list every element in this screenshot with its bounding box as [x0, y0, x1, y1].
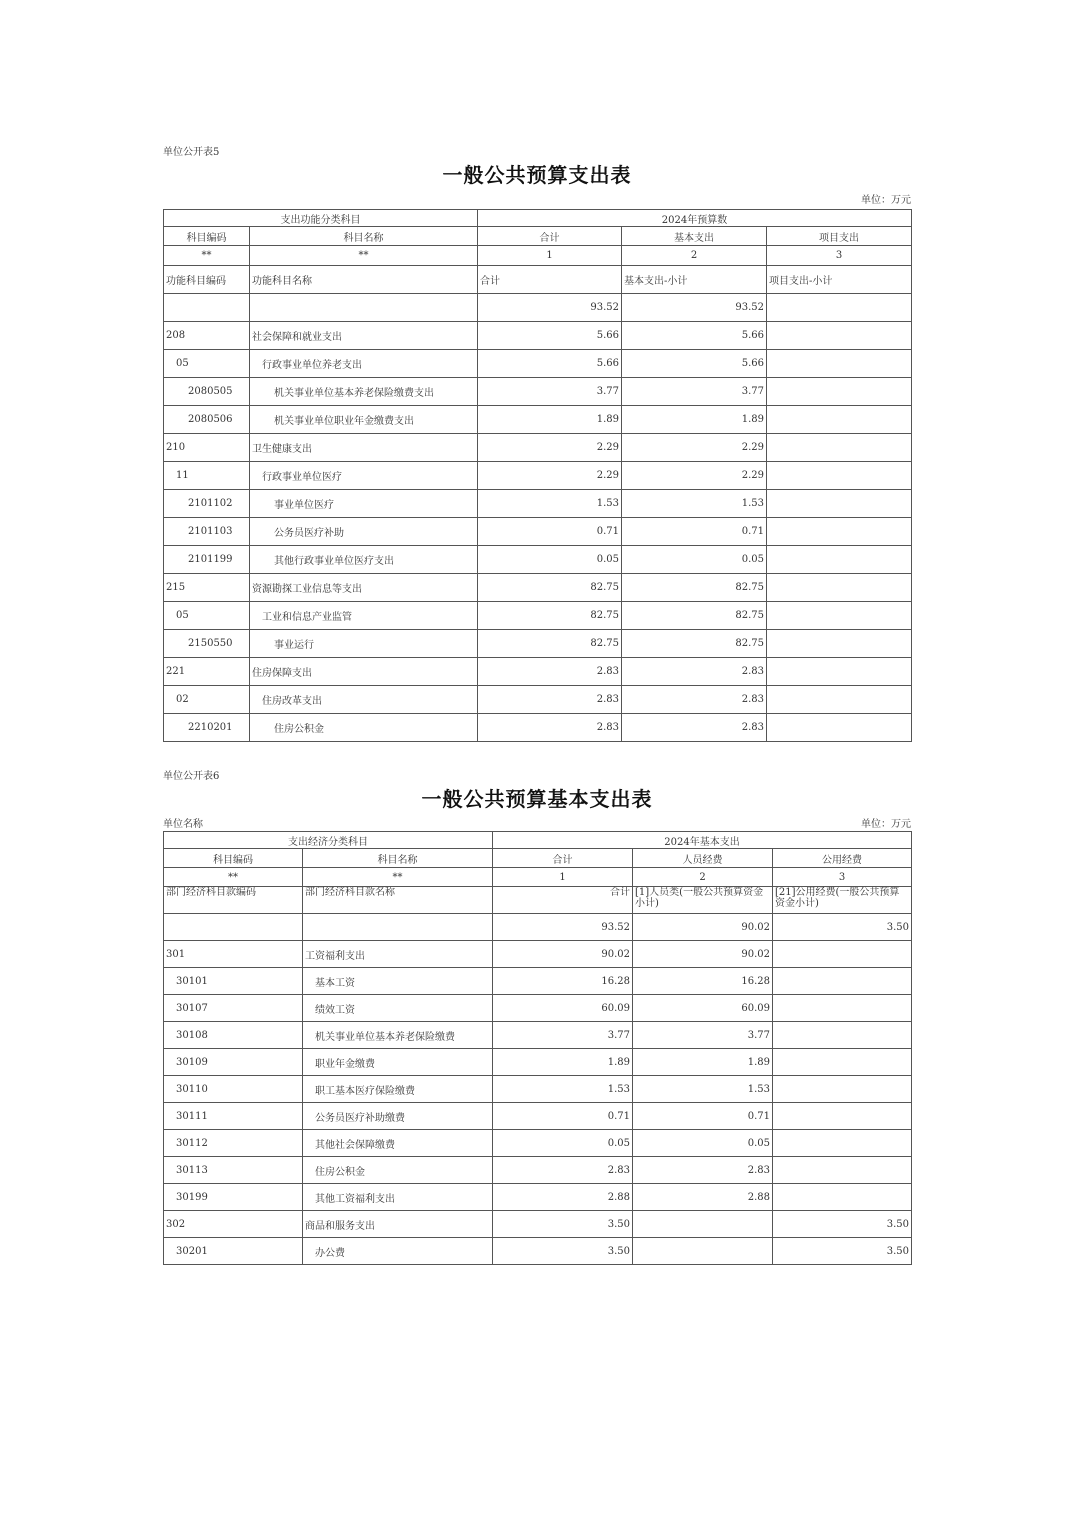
table5-cell-total: 93.52 [478, 294, 622, 322]
table6-cell-total: 16.28 [493, 968, 633, 995]
table5-cell-name: 住房改革支出 [250, 686, 478, 714]
table6-cell-personnel: 1.53 [633, 1076, 773, 1103]
table5-cell-total: 1.89 [478, 406, 622, 434]
table6-unit-row [163, 815, 911, 829]
table6-cell-total: 3.50 [493, 1238, 633, 1265]
table6-cell-name: 商品和服务支出 [303, 1211, 493, 1238]
table5-cell-code: 02 [164, 686, 250, 714]
table5-cell-project [767, 518, 912, 546]
table5-grid [163, 209, 912, 742]
table6-grid [163, 831, 912, 1265]
table5-cell-code: 2101102 [164, 490, 250, 518]
table6-cell-name: 机关事业单位基本养老保险缴费 [303, 1022, 493, 1049]
table6-sub-header: 部门经济科目款编码 [164, 887, 303, 914]
table5-cell-basic: 5.66 [622, 350, 767, 378]
table5-cell-name: 行政事业单位养老支出 [250, 350, 478, 378]
table6-row [164, 995, 912, 1022]
table5-column-header: 项目支出 [767, 227, 912, 246]
table5-cell-total: 82.75 [478, 630, 622, 658]
table6-row [164, 1076, 912, 1103]
table6-cell-personnel: 90.02 [633, 941, 773, 968]
table6-cell-total: 93.52 [493, 914, 633, 941]
table5-sub-header: 合计 [478, 266, 622, 294]
table6-cell-total: 1.89 [493, 1049, 633, 1076]
table5-cell-project [767, 574, 912, 602]
table5-cell-basic: 5.66 [622, 322, 767, 350]
table6-cell-total: 3.50 [493, 1211, 633, 1238]
table5-cell-project [767, 658, 912, 686]
table5-cell-name: 机关事业单位基本养老保险缴费支出 [250, 378, 478, 406]
table5-cell-name: 住房保障支出 [250, 658, 478, 686]
table6-index-cell: 2 [633, 868, 773, 887]
table5-row [164, 350, 912, 378]
table5-row [164, 546, 912, 574]
table6-cell-code: 30108 [164, 1022, 303, 1049]
table6-cell-public: 3.50 [773, 1238, 912, 1265]
table5-row [164, 490, 912, 518]
table6-cell-code: 30107 [164, 995, 303, 1022]
table5-cell-code: 2080505 [164, 378, 250, 406]
table6-column-header: 公用经费 [773, 849, 912, 868]
table5-tag: 单位公开表5 [163, 147, 220, 158]
table6-cell-public [773, 1022, 912, 1049]
table6-row [164, 1211, 912, 1238]
table6-cell-total: 0.05 [493, 1130, 633, 1157]
table6-title: 一般公共预算基本支出表 [421, 787, 653, 811]
table6-sub-header: [21]公用经费(一般公共预算资金小计) [773, 887, 912, 914]
table6-index-row [164, 868, 912, 887]
table6-cell-public [773, 1157, 912, 1184]
table5-cell-basic: 2.83 [622, 658, 767, 686]
table6-cell-total: 2.83 [493, 1157, 633, 1184]
table6-index-cell: 1 [493, 868, 633, 887]
table6-sub-header: 部门经济科目款名称 [303, 887, 493, 914]
table6-row [164, 941, 912, 968]
table6-cell-personnel: 90.02 [633, 914, 773, 941]
table5-column-header: 科目编码 [164, 227, 250, 246]
table6-cell-personnel: 2.88 [633, 1184, 773, 1211]
table5-row [164, 378, 912, 406]
table6-row [164, 1238, 912, 1265]
table5-cell-project [767, 378, 912, 406]
table5-cell-basic: 82.75 [622, 602, 767, 630]
table5-cell-total: 0.71 [478, 518, 622, 546]
table6-cell-name: 绩效工资 [303, 995, 493, 1022]
table5-row [164, 406, 912, 434]
table6-cell-code: 30201 [164, 1238, 303, 1265]
table5-row [164, 518, 912, 546]
table6-column-header: 合计 [493, 849, 633, 868]
table6-cell-name: 职工基本医疗保险缴费 [303, 1076, 493, 1103]
table6-cell-code: 30112 [164, 1130, 303, 1157]
table6-row [164, 1049, 912, 1076]
table6-cell-name: 职业年金缴费 [303, 1049, 493, 1076]
table5-index-cell: ** [250, 246, 478, 266]
table5-cell-name: 事业单位医疗 [250, 490, 478, 518]
table5-cell-code: 05 [164, 602, 250, 630]
table5-sub-header: 功能科目名称 [250, 266, 478, 294]
table5-row [164, 630, 912, 658]
table6-group-header-row [164, 832, 912, 849]
table5-column-header: 科目名称 [250, 227, 478, 246]
table5-cell-total: 5.66 [478, 322, 622, 350]
table5-cell-basic: 0.05 [622, 546, 767, 574]
table6-cell-name [303, 914, 493, 941]
table5-cell-total: 2.29 [478, 434, 622, 462]
table5-cell-project [767, 630, 912, 658]
table5-index-cell: 3 [767, 246, 912, 266]
table6-cell-personnel: 0.71 [633, 1103, 773, 1130]
table5-column-header: 基本支出 [622, 227, 767, 246]
table5-row [164, 658, 912, 686]
table6-cell-total: 3.77 [493, 1022, 633, 1049]
table5-cell-project [767, 406, 912, 434]
table6-cell-total: 60.09 [493, 995, 633, 1022]
table6-cell-public [773, 1184, 912, 1211]
table5-cell-project [767, 714, 912, 742]
table5-cell-total: 82.75 [478, 602, 622, 630]
table5-sub-header: 基本支出-小计 [622, 266, 767, 294]
table5-row [164, 434, 912, 462]
table6-cell-name: 办公费 [303, 1238, 493, 1265]
table5-cell-basic: 2.83 [622, 686, 767, 714]
table6-body [164, 914, 912, 1265]
table5-cell-basic: 0.71 [622, 518, 767, 546]
table6-cell-code: 30101 [164, 968, 303, 995]
table6-cell-public [773, 1049, 912, 1076]
table5-index-row [164, 246, 912, 266]
table5-row [164, 686, 912, 714]
table6-cell-public [773, 995, 912, 1022]
table5-title: 一般公共预算支出表 [442, 163, 632, 187]
table6-section [163, 767, 911, 1265]
table5-group-header: 支出功能分类科目 [164, 210, 478, 227]
table6-index-cell: ** [164, 868, 303, 887]
table6-cell-code: 30111 [164, 1103, 303, 1130]
table6-group-header: 2024年基本支出 [493, 832, 912, 849]
table5-cell-name: 工业和信息产业监管 [250, 602, 478, 630]
table5-cell-basic: 2.29 [622, 434, 767, 462]
table6-cell-public [773, 968, 912, 995]
table5-sub-header: 项目支出-小计 [767, 266, 912, 294]
table6-cell-code: 302 [164, 1211, 303, 1238]
table5-cell-name: 行政事业单位医疗 [250, 462, 478, 490]
table5-unit-row [163, 191, 911, 205]
table5-group-header-row [164, 210, 912, 227]
table6-org-label: 单位名称 [163, 819, 203, 830]
table5-cell-basic: 2.83 [622, 714, 767, 742]
table5-cell-total: 5.66 [478, 350, 622, 378]
table6-cell-personnel: 60.09 [633, 995, 773, 1022]
table5-cell-code: 210 [164, 434, 250, 462]
table6-cell-name: 住房公积金 [303, 1157, 493, 1184]
table6-cell-total: 0.71 [493, 1103, 633, 1130]
table5-sub-header: 功能科目编码 [164, 266, 250, 294]
table5-group-header: 2024年预算数 [478, 210, 912, 227]
table5-cell-name: 其他行政事业单位医疗支出 [250, 546, 478, 574]
table6-cell-public [773, 941, 912, 968]
table5-cell-name: 社会保障和就业支出 [250, 322, 478, 350]
table6-column-header: 科目编码 [164, 849, 303, 868]
table5-cell-total: 2.83 [478, 686, 622, 714]
table5-row [164, 322, 912, 350]
table5-cell-basic: 93.52 [622, 294, 767, 322]
table5-cell-total: 2.29 [478, 462, 622, 490]
table5-cell-project [767, 434, 912, 462]
table6-row [164, 1103, 912, 1130]
table5-body [164, 294, 912, 742]
table5-row [164, 462, 912, 490]
table6-sub-header-row [164, 887, 912, 914]
table5-cell-name: 公务员医疗补助 [250, 518, 478, 546]
table5-cell-project [767, 462, 912, 490]
table6-row [164, 914, 912, 941]
table5-cell-code: 221 [164, 658, 250, 686]
table6-cell-public [773, 1076, 912, 1103]
table6-column-header-row [164, 849, 912, 868]
table6-cell-code: 301 [164, 941, 303, 968]
table6-row [164, 968, 912, 995]
table6-row [164, 1184, 912, 1211]
table6-cell-public: 3.50 [773, 1211, 912, 1238]
table5-cell-project [767, 686, 912, 714]
table5-cell-total: 0.05 [478, 546, 622, 574]
table6-index-cell: ** [303, 868, 493, 887]
table6-cell-total: 2.88 [493, 1184, 633, 1211]
table5-cell-basic: 2.29 [622, 462, 767, 490]
table6-index-cell: 3 [773, 868, 912, 887]
table5-column-header-row [164, 227, 912, 246]
table5-row [164, 602, 912, 630]
table6-cell-personnel: 16.28 [633, 968, 773, 995]
table6-cell-personnel [633, 1211, 773, 1238]
table6-column-header: 人员经费 [633, 849, 773, 868]
table6-cell-personnel: 3.77 [633, 1022, 773, 1049]
table5-cell-code: 215 [164, 574, 250, 602]
table6-cell-code: 30109 [164, 1049, 303, 1076]
table6-cell-name: 工资福利支出 [303, 941, 493, 968]
table5-cell-basic: 82.75 [622, 630, 767, 658]
table6-cell-code: 30113 [164, 1157, 303, 1184]
table5-cell-code [164, 294, 250, 322]
table5-cell-code: 2101103 [164, 518, 250, 546]
table6-cell-personnel [633, 1238, 773, 1265]
table6-cell-public [773, 1103, 912, 1130]
table5-cell-project [767, 350, 912, 378]
table6-group-header: 支出经济分类科目 [164, 832, 493, 849]
table5-row [164, 574, 912, 602]
table6-cell-total: 1.53 [493, 1076, 633, 1103]
table5-cell-project [767, 602, 912, 630]
table6-cell-code: 30110 [164, 1076, 303, 1103]
table5-cell-code: 2150550 [164, 630, 250, 658]
table5-cell-project [767, 546, 912, 574]
table5-row [164, 714, 912, 742]
table5-index-cell: 2 [622, 246, 767, 266]
table6-cell-personnel: 1.89 [633, 1049, 773, 1076]
table5-cell-name: 机关事业单位职业年金缴费支出 [250, 406, 478, 434]
table5-cell-name: 事业运行 [250, 630, 478, 658]
table6-sub-header: [1]人员类(一般公共预算资金小计) [633, 887, 773, 914]
table5-unit: 单位：万元 [861, 195, 911, 206]
table6-cell-total: 90.02 [493, 941, 633, 968]
table6-column-header: 科目名称 [303, 849, 493, 868]
table6-cell-code [164, 914, 303, 941]
table6-cell-public: 3.50 [773, 914, 912, 941]
table6-row [164, 1157, 912, 1184]
table6-cell-code: 30199 [164, 1184, 303, 1211]
table5-cell-total: 2.83 [478, 714, 622, 742]
table6-cell-personnel: 2.83 [633, 1157, 773, 1184]
table5-section [163, 143, 911, 742]
table5-cell-name: 卫生健康支出 [250, 434, 478, 462]
table6-cell-name: 公务员医疗补助缴费 [303, 1103, 493, 1130]
table5-cell-name [250, 294, 478, 322]
table5-cell-basic: 3.77 [622, 378, 767, 406]
table5-column-header: 合计 [478, 227, 622, 246]
table5-index-cell: ** [164, 246, 250, 266]
table5-cell-basic: 82.75 [622, 574, 767, 602]
table6-sub-header: 合计 [493, 887, 633, 914]
table5-cell-project [767, 490, 912, 518]
table5-cell-project [767, 322, 912, 350]
table5-cell-name: 住房公积金 [250, 714, 478, 742]
table5-cell-code: 208 [164, 322, 250, 350]
table6-row [164, 1130, 912, 1157]
table6-cell-personnel: 0.05 [633, 1130, 773, 1157]
table6-cell-public [773, 1130, 912, 1157]
table6-cell-name: 其他社会保障缴费 [303, 1130, 493, 1157]
table5-cell-code: 2080506 [164, 406, 250, 434]
table5-cell-code: 2101199 [164, 546, 250, 574]
table5-cell-basic: 1.53 [622, 490, 767, 518]
table6-cell-name: 其他工资福利支出 [303, 1184, 493, 1211]
table5-cell-name: 资源勘探工业信息等支出 [250, 574, 478, 602]
table5-cell-total: 82.75 [478, 574, 622, 602]
table6-row [164, 1022, 912, 1049]
table5-index-cell: 1 [478, 246, 622, 266]
table5-cell-code: 2210201 [164, 714, 250, 742]
table5-cell-total: 1.53 [478, 490, 622, 518]
table5-cell-total: 3.77 [478, 378, 622, 406]
table6-tag: 单位公开表6 [163, 771, 220, 782]
table5-cell-total: 2.83 [478, 658, 622, 686]
table5-sub-header-row [164, 266, 912, 294]
table5-cell-code: 11 [164, 462, 250, 490]
table6-cell-name: 基本工资 [303, 968, 493, 995]
table5-cell-project [767, 294, 912, 322]
table5-cell-basic: 1.89 [622, 406, 767, 434]
table5-row [164, 294, 912, 322]
table5-cell-code: 05 [164, 350, 250, 378]
table6-unit: 单位：万元 [861, 819, 911, 830]
